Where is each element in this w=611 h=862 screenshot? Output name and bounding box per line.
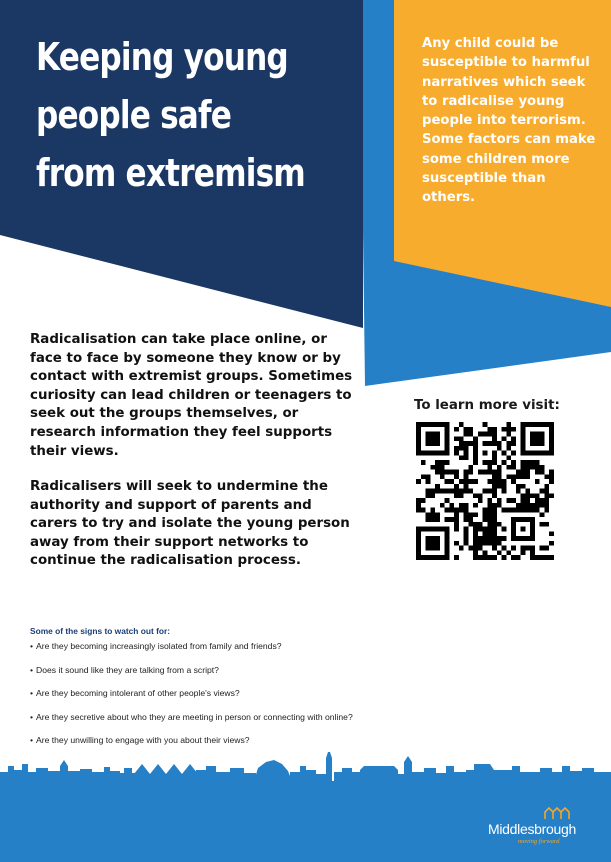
logo-tagline: moving forward — [518, 838, 560, 845]
body-paragraph-1: Radicalisation can take place online, or face to face by someone they know or by contact with extremist groups. Sometimes curiosity can lead children or teenagers to seek out the groups themselves, or research information they feel supports their views. — [30, 332, 353, 459]
headline-line-1: Keeping young — [36, 35, 288, 79]
orange-panel-text: Any child could be susceptible to harmful narratives which seek to radicalise young people into terrorism. Some factors can make some children more susceptible than others. — [422, 36, 596, 206]
sign-item: • Are they becoming increasingly isolated from family and friends? — [30, 641, 282, 651]
signs-title: Some of the signs to watch out for: — [30, 626, 171, 636]
qr-code-icon[interactable] — [416, 422, 554, 560]
sign-item: • Does it sound like they are talking from a script? — [30, 664, 219, 675]
logo-name: Middlesbrough — [488, 821, 576, 837]
body-paragraph-2: Radicalisers will seek to undermine the authority and support of parents and carers to try and isolate the young person away from their support networks to continue the radicalisation process. — [30, 479, 350, 569]
signs-list — [30, 640, 353, 758]
headline-line-3: from extremism — [36, 151, 305, 195]
headline-line-2: people safe — [36, 93, 232, 137]
sign-item: • Are they secretive about who they are meeting in person or connecting with online? — [30, 711, 353, 722]
headline — [36, 28, 307, 202]
learn-more-label: To learn more visit: — [414, 398, 560, 413]
sign-item: • Are they becoming intolerant of other people's views? — [30, 688, 240, 698]
sign-item: • Are they unwilling to engage with you about their views? — [30, 735, 250, 745]
houses-logo-icon — [544, 806, 574, 820]
